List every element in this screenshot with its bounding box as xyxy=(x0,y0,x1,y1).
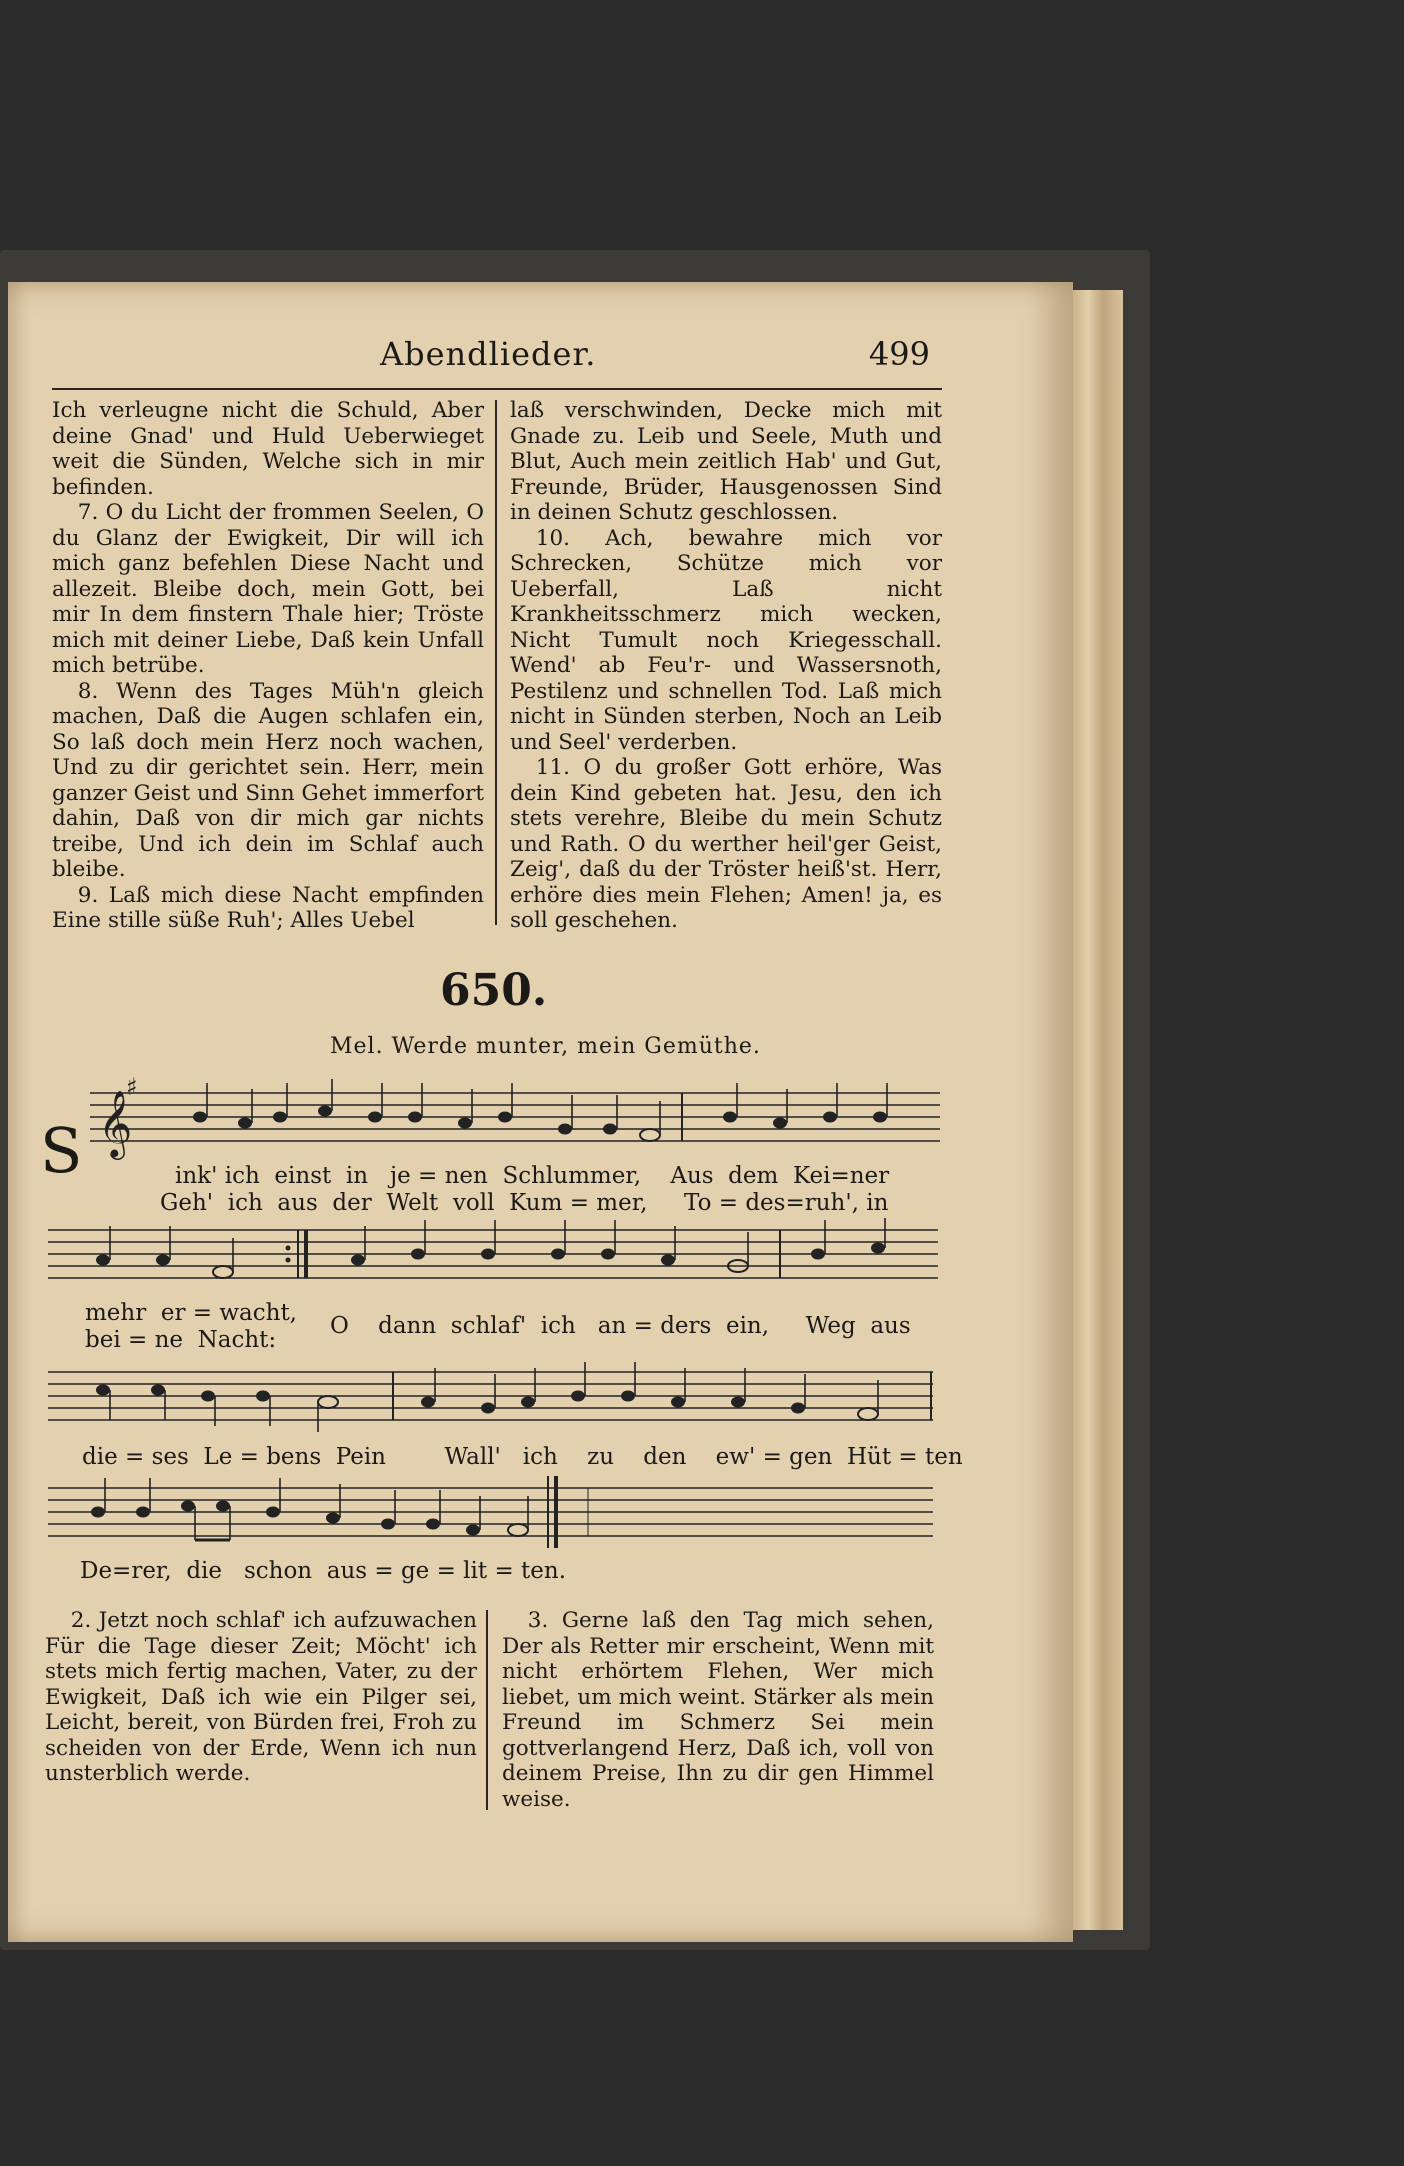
verse-6-end: Ich verleugne nicht die Schuld, Aber deine Gnad' und Huld Ueberwieget weit die Sünden, Welche sich in mir befinden. xyxy=(52,398,484,500)
staff-2-lyric-line-2: bei = ne Nacht: xyxy=(85,1327,277,1353)
header-rule xyxy=(52,388,942,390)
music-staff-2 xyxy=(48,1218,938,1298)
bottom-left-column xyxy=(45,1608,477,1787)
staff-2-lyric-line-1: mehr er = wacht, xyxy=(85,1300,297,1326)
music-staff-4 xyxy=(48,1476,938,1556)
music-staff-3 xyxy=(48,1360,938,1440)
drop-initial: S xyxy=(40,1114,83,1187)
page-edges xyxy=(1073,290,1123,1930)
verse-10: 10. Ach, bewahre mich vor Schrecken, Schütze mich vor Ueberfall, Laß nicht Krankheitsschmerz mich wecken, Nicht Tumult noch Kriegesschall. Wend' ab Feu'r- und Wassersnoth, Pestilenz und schnellen Tod. Laß mich nicht in Sünden sterben, Noch an Leib und Seel' verderben. xyxy=(510,525,942,755)
hymn-number: 650. xyxy=(440,965,548,1016)
page-number: 499 xyxy=(868,335,930,373)
top-right-column xyxy=(510,398,942,934)
column-divider-bottom xyxy=(486,1610,488,1810)
top-left-column xyxy=(52,398,484,934)
staff-2-lyric-continuation: O dann schlaf' ich an = ders ein, Weg aus xyxy=(330,1313,911,1339)
music-staff-1 xyxy=(90,1075,940,1165)
verse-9-end: laß verschwinden, Decke mich mit Gnade zu. Leib und Seele, Muth und Blut, Auch mein zeitlich Hab' und Gut, Freunde, Brüder, Hausgenossen Sind in deinen Schutz geschlossen. xyxy=(510,398,942,525)
staff-1-lyric-line-2: Geh' ich aus der Welt voll Kum = mer, To = des=ruh', in xyxy=(160,1190,889,1216)
staff-3-lyrics: die = ses Le = bens Pein Wall' ich zu den ew' = gen Hüt = ten xyxy=(82,1444,963,1470)
verse-8: 8. Wenn des Tages Müh'n gleich machen, Daß die Augen schlafen ein, So laß doch mein Herz noch wachen, Und zu dir gerichtet sein. Herr, mein ganzer Geist und Sinn Gehet immerfort dahin, Daß von dir mich gar nichts treibe, Und ich dein im Schlaf auch bleibe. xyxy=(52,678,484,882)
verse-11: 11. O du großer Gott erhöre, Was dein Kind gebeten hat. Jesu, den ich stets verehre, Bleibe du mein Schutz und Rath. O du werther heil'ger Geist, Zeig', daß du der Tröster heiß'st. Herr, erhöre dies mein Flehen; Amen! ja, es soll geschehen. xyxy=(510,755,942,933)
bottom-right-column xyxy=(502,1608,934,1812)
page-header xyxy=(380,335,930,385)
svg-text:♯: ♯ xyxy=(126,1075,138,1101)
hymn-650-verse-3: 3. Gerne laß den Tag mich sehen, Der als Retter mir erscheint, Wenn mit nicht erhörtem Flehen, Wer mich liebet, um mich weint. Stärker als mein Freund im Schmerz Sei mein gottverlangend Herz, Daß ich, voll von deinem Preise, Ihn zu dir gen Himmel weise. xyxy=(502,1608,934,1812)
verse-7: 7. O du Licht der frommen Seelen, O du Glanz der Ewigkeit, Dir will ich mich ganz befehlen Diese Nacht und allezeit. Bleibe doch, mein Gott, bei mir In dem finstern Thale hier; Tröste mich mit deiner Liebe, Daß kein Unfall mich betrübe. xyxy=(52,500,484,678)
column-divider-top xyxy=(495,400,497,925)
staff-1-lyric-line-1: ink' ich einst in je = nen Schlummer, Aus dem Kei=ner xyxy=(175,1163,890,1189)
hymn-650-verse-2: 2. Jetzt noch schlaf' ich aufzuwachen Für die Tage dieser Zeit; Möcht' ich stets mich fertig machen, Vater, zu der Ewigkeit, Daß ich wie ein Pilger sei, Leicht, bereit, von Bürden frei, Froh zu scheiden von der Erde, Wenn ich nun unsterblich werde. xyxy=(45,1608,477,1786)
verse-9-start: 9. Laß mich diese Nacht empfinden Eine stille süße Ruh'; Alles Uebel xyxy=(52,882,484,933)
running-title: Abendlieder. xyxy=(380,335,597,373)
melody-reference: Mel. Werde munter, mein Gemüthe. xyxy=(330,1034,761,1059)
staff-4-lyrics: De=rer, die schon aus = ge = lit = ten. xyxy=(80,1558,567,1584)
svg-text:𝄞: 𝄞 xyxy=(98,1089,133,1157)
